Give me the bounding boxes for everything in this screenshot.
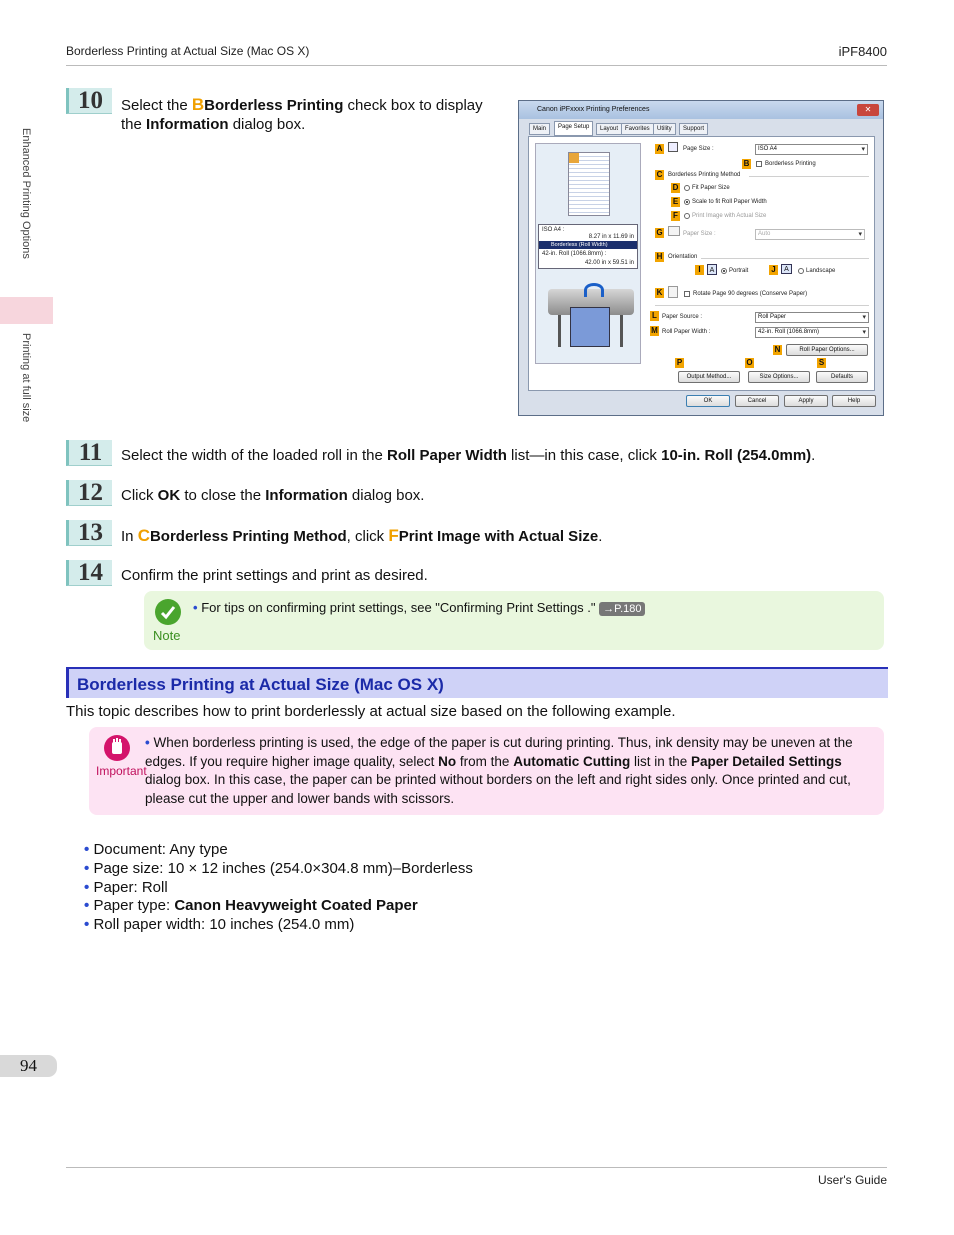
callout-i: I: [695, 265, 704, 275]
page-setup-panel: [528, 136, 875, 391]
preview-borderless: Borderless (Roll Width): [551, 242, 608, 248]
landscape-radio[interactable]: [798, 268, 804, 274]
important-body: from the: [456, 753, 514, 769]
preview-pane: [535, 143, 641, 364]
list-item: [84, 841, 473, 860]
preview-roll: 42-in. Roll (1066.8mm) :: [542, 251, 607, 257]
callout-h: H: [656, 252, 663, 261]
tab-favorites[interactable]: Favorites: [621, 123, 654, 135]
roll-width-select[interactable]: 42-in. Roll (1066.8mm) ▾: [755, 327, 869, 338]
printing-preferences-dialog: [518, 100, 884, 416]
page-reference-link[interactable]: →P.180: [599, 602, 645, 616]
scale-to-fit-radio[interactable]: [684, 199, 690, 205]
tab-main[interactable]: Main: [529, 123, 550, 135]
ui-term: Paper Detailed Settings: [690, 753, 842, 769]
callout-a: A: [656, 144, 663, 153]
list-item: [84, 897, 473, 916]
tab-layout[interactable]: Layout: [596, 123, 622, 135]
portrait-label: Portrait: [729, 268, 749, 274]
bullet-icon: •: [84, 916, 90, 934]
step-text: .: [811, 447, 816, 464]
note-body: For tips on confirming print settings, see "Confirming Print Settings .": [201, 600, 596, 615]
borderless-checkbox[interactable]: [756, 161, 762, 167]
page-size-icon: [668, 142, 678, 152]
step-number: 14: [66, 560, 112, 586]
step-text: .: [598, 528, 603, 545]
step-number: 13: [66, 520, 112, 546]
rotate-label: Rotate Page 90 degrees (Conserve Paper): [693, 291, 808, 297]
step-text: , click: [346, 528, 389, 545]
list-item-value: 10 inches (254.0 mm): [209, 916, 355, 934]
close-icon[interactable]: ✕: [857, 104, 879, 116]
step-text: Select the width of the loaded roll in the: [121, 447, 388, 464]
group-divider: [749, 176, 869, 177]
callout-f: F: [671, 211, 680, 221]
step-13-text: [121, 526, 602, 546]
ui-term: OK: [157, 487, 181, 504]
step-text: dialog box.: [347, 487, 425, 504]
step-12-text: [121, 486, 424, 505]
running-header-model: iPF8400: [838, 44, 887, 59]
hand-stop-icon: [104, 735, 130, 761]
list-item-label: Document:: [93, 841, 170, 858]
pencil-check-icon: [155, 599, 181, 625]
bullet-icon: •: [145, 735, 150, 750]
sidebar-tab-marker: [0, 297, 53, 324]
bullet-icon: •: [84, 897, 90, 915]
step-text: to close the: [180, 487, 266, 504]
list-item: [84, 916, 473, 935]
step-number: 12: [66, 480, 112, 506]
list-item-label: Paper:: [93, 878, 142, 896]
tab-page-setup[interactable]: Page Setup: [554, 121, 593, 136]
step-14-text: Confirm the print settings and print as desired.: [121, 567, 428, 584]
section-title: Borderless Printing at Actual Size (Mac OS X): [77, 675, 444, 694]
ui-term: Roll Paper Width: [387, 447, 507, 464]
list-item-value: Any type: [169, 841, 228, 858]
important-body: list in the: [630, 753, 691, 769]
callout-d: D: [672, 183, 679, 192]
note-text: [193, 600, 645, 616]
actual-size-label: Print Image with Actual Size: [692, 213, 767, 219]
bullet-icon: •: [84, 841, 90, 858]
step-text: dialog box.: [228, 116, 306, 133]
step-text: Click: [121, 487, 158, 504]
dialog-title: Canon iPFxxxx Printing Preferences: [519, 101, 883, 119]
orientation-label: Orientation: [668, 254, 698, 260]
example-list: [84, 841, 473, 935]
help-button[interactable]: Help: [832, 395, 876, 407]
important-body: dialog box. In this case, the paper can be printed without borders on the left and right sides only. Once printed and cut, please cut the upper and lower bands with scissors.: [145, 772, 851, 806]
actual-size-radio[interactable]: [684, 213, 690, 219]
bullet-icon: •: [84, 878, 90, 896]
apply-button[interactable]: Apply: [784, 395, 828, 407]
list-item: [84, 879, 473, 898]
defaults-button[interactable]: Defaults: [816, 371, 868, 383]
callout-n: N: [774, 345, 781, 354]
bullet-icon: •: [84, 859, 90, 877]
paper-source-label: Paper Source :: [662, 314, 703, 320]
callout-l: L: [650, 311, 659, 321]
ui-term: Automatic Cutting: [513, 753, 631, 769]
list-item-value: 10 × 12 inches (254.0×304.8 mm)–Borderless: [167, 859, 473, 877]
sidebar-section[interactable]: Printing at full size: [20, 333, 32, 423]
callout-b: B: [743, 159, 750, 168]
section-intro: This topic describes how to print borderlessly at actual size based on the following example.: [66, 703, 676, 720]
paper-size-label: Paper Size :: [683, 231, 716, 237]
page-number: 94: [0, 1055, 57, 1077]
step-10-text: [121, 95, 506, 134]
paper-size-select[interactable]: Auto ▾: [755, 229, 865, 240]
ui-term: Information: [265, 487, 348, 504]
preview-size-dim: 8.27 in x 11.69 in: [588, 234, 634, 240]
list-item-label: Page size:: [93, 859, 168, 877]
ui-term: No: [438, 753, 457, 769]
callout-g: G: [656, 228, 663, 237]
footer-title: User's Guide: [818, 1173, 887, 1187]
step-text: In: [121, 528, 138, 545]
ui-term: Information: [146, 116, 229, 133]
running-header-title: Borderless Printing at Actual Size (Mac OS X): [66, 44, 310, 58]
callout-e: E: [672, 197, 679, 206]
ui-term: 10-in. Roll (254.0mm): [661, 447, 812, 464]
borderless-method-label: Borderless Printing Method: [668, 172, 741, 178]
callout-c: C: [656, 170, 663, 179]
list-item-value: Canon Heavyweight Coated Paper: [174, 897, 418, 915]
callout-letter: F: [388, 526, 399, 545]
portrait-icon: A: [707, 264, 717, 275]
step-text: check box to display the: [121, 97, 483, 133]
ui-term: Borderless Printing: [204, 97, 344, 114]
scale-to-fit-label: Scale to fit Roll Paper Width: [692, 199, 767, 205]
callout-letter: C: [137, 526, 150, 545]
callout-k: K: [656, 288, 663, 297]
portrait-radio[interactable]: [721, 268, 727, 274]
callout-o: O: [746, 358, 753, 367]
step-number: 11: [66, 440, 112, 466]
cancel-button[interactable]: Cancel: [735, 395, 779, 407]
page-size-label: Page Size :: [683, 146, 714, 152]
list-item: [84, 860, 473, 879]
step-number: 10: [66, 88, 112, 114]
list-item-label: Paper type:: [93, 897, 175, 915]
callout-m: M: [651, 326, 658, 335]
roll-width-label: Roll Paper Width :: [662, 329, 711, 335]
printer-illustration: [544, 279, 636, 355]
borderless-label: Borderless Printing: [765, 161, 816, 167]
group-divider: [701, 258, 869, 259]
fit-paper-size-label: Fit Paper Size: [692, 185, 730, 191]
output-method-button[interactable]: Output Method...: [678, 371, 740, 383]
landscape-label: Landscape: [806, 268, 836, 274]
note-label: Note: [153, 628, 181, 643]
ui-term: Borderless Printing Method: [149, 528, 347, 545]
footer-divider: [66, 1167, 887, 1168]
paper-size-icon: [668, 226, 680, 236]
page-size-select[interactable]: ISO A4 ▾: [755, 144, 868, 155]
rotate-icon: [668, 286, 678, 298]
step-11-text: [121, 446, 815, 465]
bullet-icon: •: [193, 600, 198, 615]
sidebar-chapter[interactable]: Enhanced Printing Options: [20, 128, 32, 259]
header-divider: [66, 65, 887, 66]
preview-info-box: [538, 224, 638, 269]
callout-letter: B: [191, 95, 205, 114]
ui-term: Print Image with Actual Size: [398, 528, 599, 545]
thumbnail-image: [569, 153, 579, 163]
callout-j: J: [769, 265, 778, 275]
callout-s: S: [818, 358, 825, 367]
important-body: When borderless printing is used, the edge of the paper is cut during printing. Thus, ink density may be uneven at the edges. If you require higher image quality, select: [145, 735, 853, 769]
list-item-value: Roll: [141, 878, 168, 896]
size-options-button[interactable]: Size Options...: [748, 371, 810, 383]
important-label: Important: [96, 764, 147, 778]
preview-size: ISO A4 :: [542, 227, 565, 233]
group-divider: [655, 305, 869, 306]
fit-paper-size-radio[interactable]: [684, 185, 690, 191]
rotate-checkbox[interactable]: [684, 291, 690, 297]
step-text: list—in this case, click: [506, 447, 662, 464]
preview-roll-dim: 42.00 in x 59.51 in: [584, 260, 634, 266]
ok-button[interactable]: OK: [686, 395, 730, 407]
tab-utility[interactable]: Utility: [653, 123, 676, 135]
landscape-icon: A: [781, 264, 792, 274]
roll-options-button[interactable]: Roll Paper Options...: [786, 344, 868, 356]
tab-support[interactable]: Support: [679, 123, 708, 135]
paper-source-select[interactable]: Roll Paper ▾: [755, 312, 869, 323]
list-item-label: Roll paper width:: [93, 916, 210, 934]
important-text: [145, 734, 880, 808]
step-text: Select the: [121, 97, 192, 114]
callout-p: P: [676, 358, 683, 367]
